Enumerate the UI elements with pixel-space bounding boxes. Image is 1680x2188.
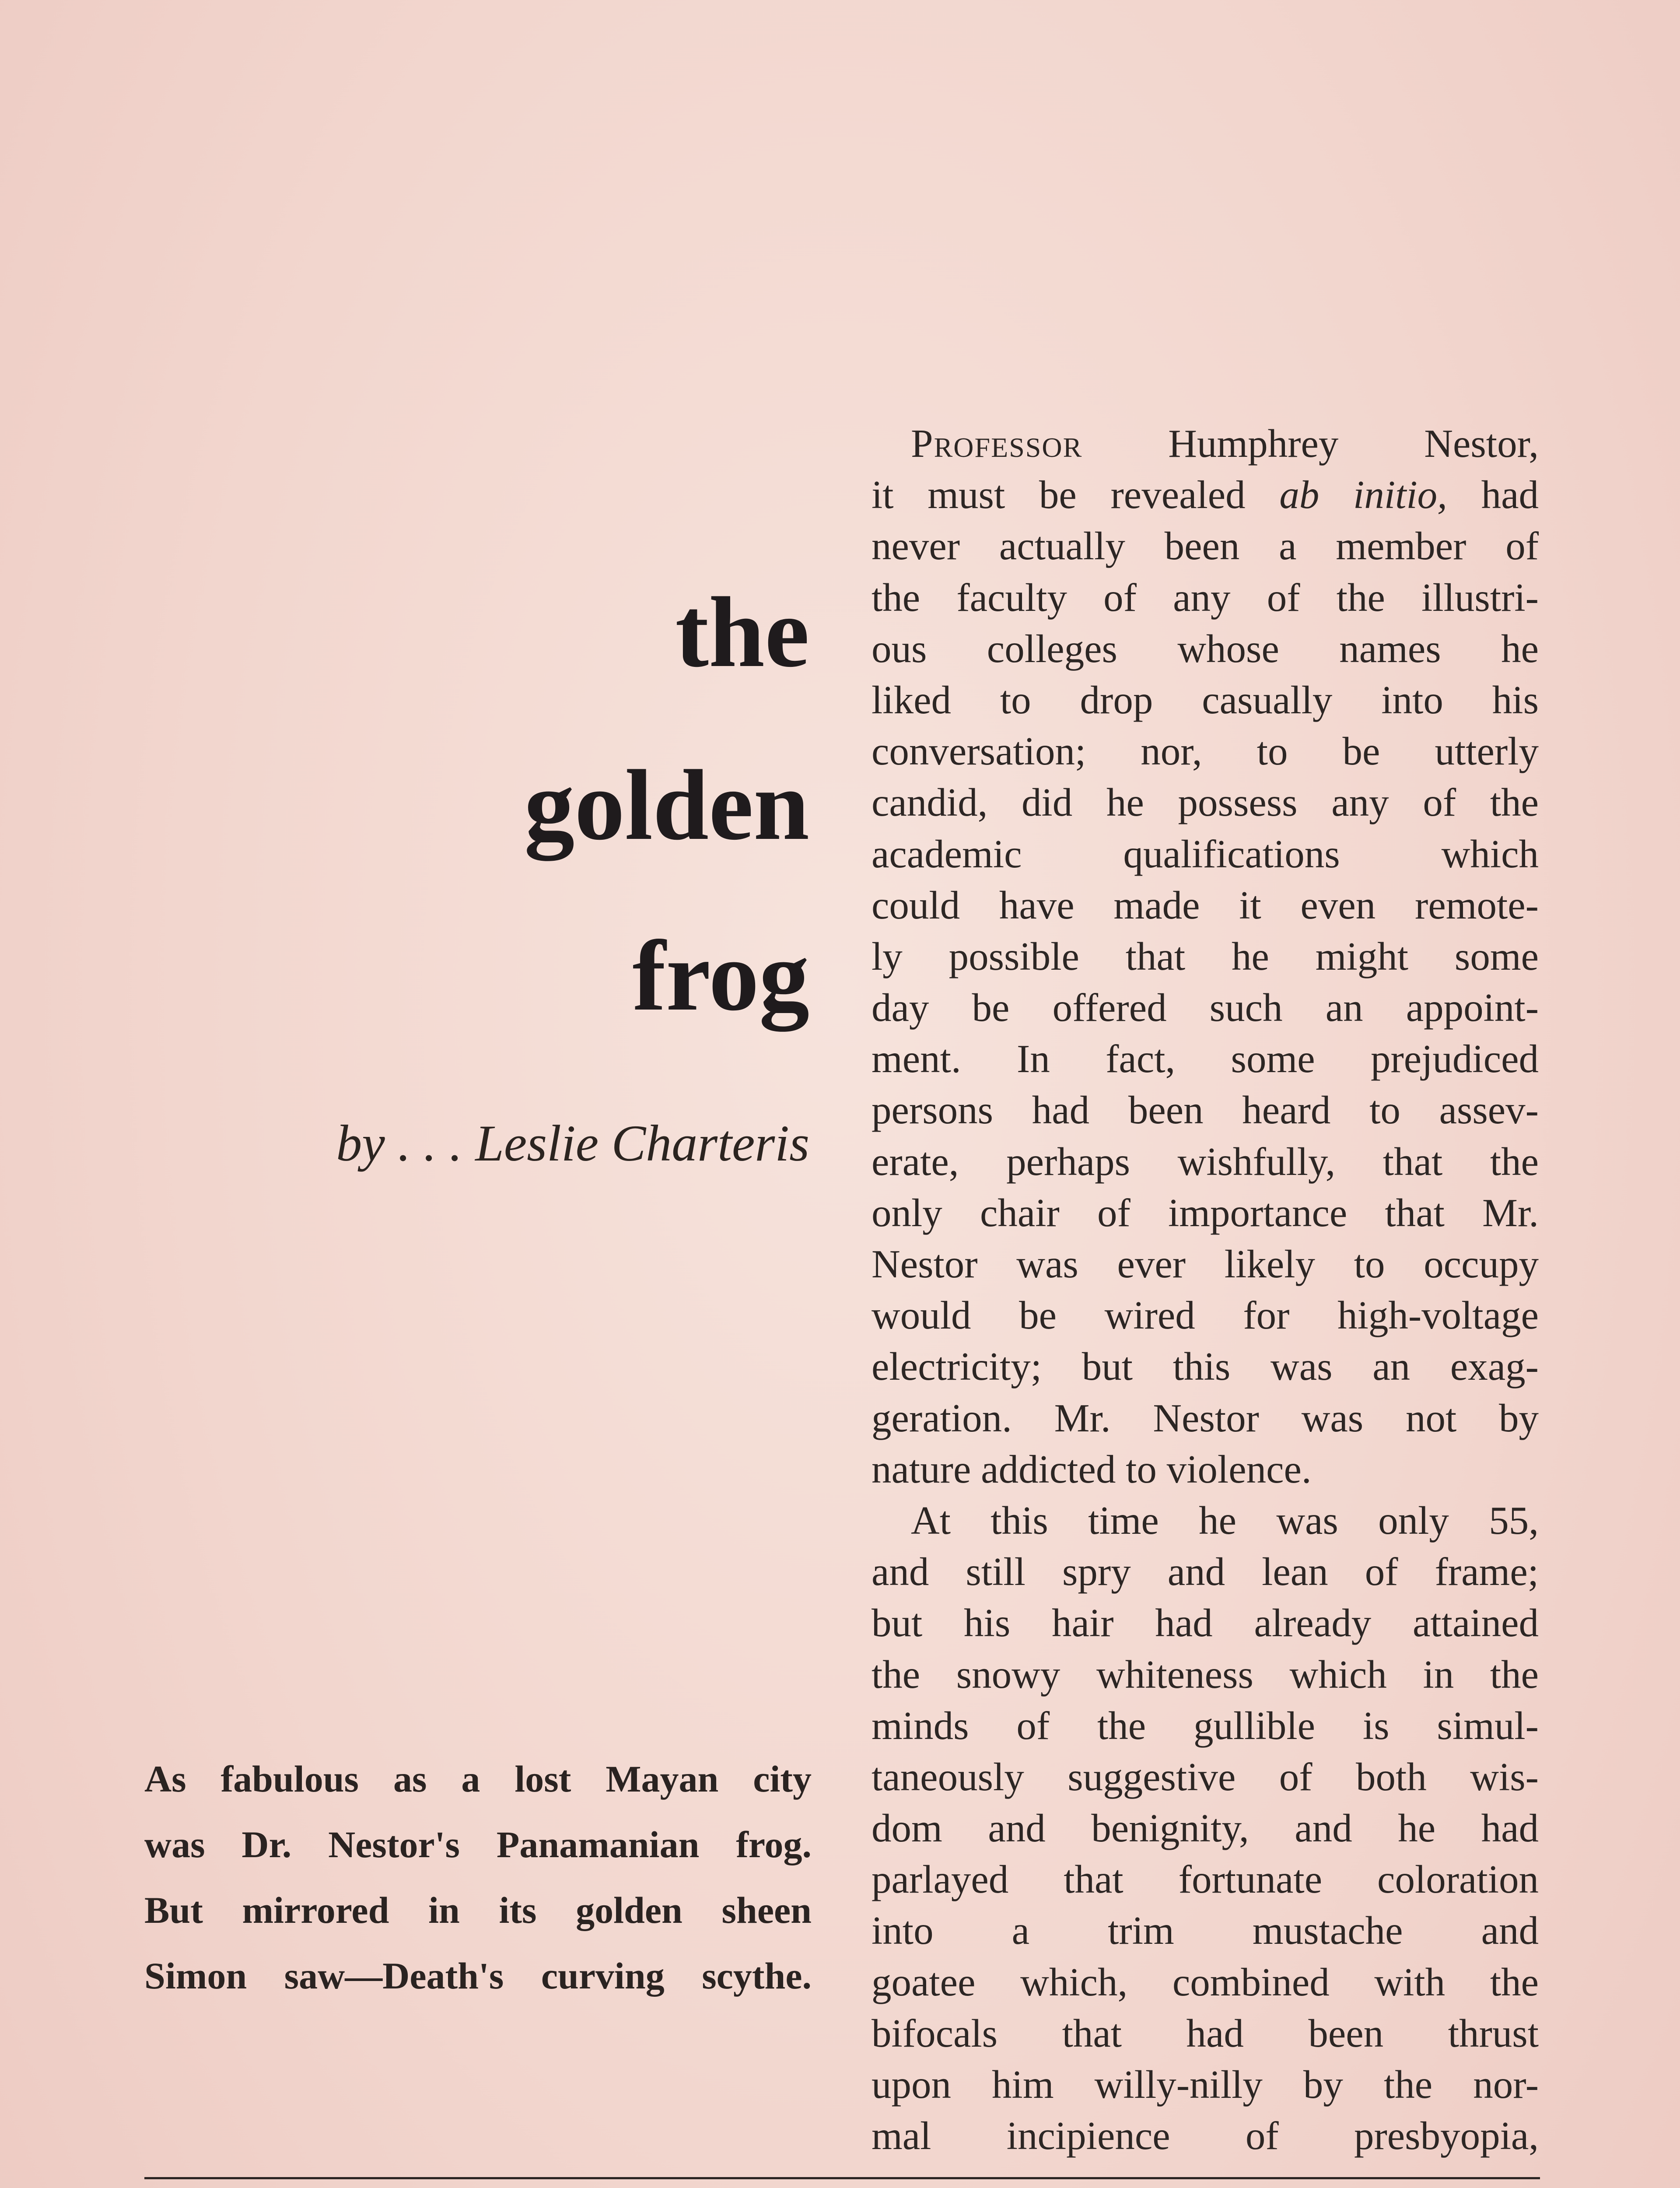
body-first-word: Professor (911, 421, 1083, 466)
body-line: day be offered such an appoint- (872, 985, 1539, 1030)
title-line-the: the (675, 576, 809, 688)
author-byline: by . . . Leslie Charteris (336, 1115, 809, 1172)
body-line: parlayed that fortunate coloration (872, 1857, 1539, 1902)
body-line: only chair of importance that Mr. (872, 1190, 1539, 1235)
blurb-line: Simon saw—Death's curving scythe. (144, 1955, 812, 1997)
body-line: taneously suggestive of both wis- (872, 1754, 1539, 1799)
body-line: Nestor was ever likely to occupy (872, 1242, 1539, 1286)
body-line: At this time he was only 55, (911, 1498, 1539, 1543)
body-line (872, 469, 1539, 520)
body-line: never actually been a member of (872, 524, 1539, 568)
story-body-column (872, 418, 1539, 2161)
body-line: ment. In fact, some prejudiced (872, 1037, 1539, 1081)
banner-top-rule (144, 2177, 1540, 2179)
body-line: upon him willy-nilly by the nor- (872, 2062, 1539, 2107)
body-line: minds of the gullible is simul- (872, 1703, 1539, 1748)
body-line: persons had been heard to assev- (872, 1088, 1539, 1133)
body-line: could have made it even remote- (872, 883, 1539, 927)
body-line: conversation; nor, to be utterly (872, 729, 1539, 774)
body-line: dom and benignity, and he had (872, 1806, 1539, 1851)
body-line: academic qualifications which (872, 831, 1539, 876)
body-line: would be wired for high-voltage (872, 1293, 1539, 1338)
body-line: nature addicted to violence. (872, 1447, 1312, 1491)
blurb-line: As fabulous as a lost Mayan city (144, 1758, 812, 1800)
blurb-line: was Dr. Nestor's Panamanian frog. (144, 1823, 812, 1865)
body-line: the snowy whiteness which in the (872, 1652, 1539, 1697)
body-line (872, 418, 1539, 469)
blurb-line: But mirrored in its golden sheen (144, 1889, 812, 1931)
body-italic-phrase: ab initio, (1279, 473, 1447, 517)
story-blurb (144, 1746, 812, 2009)
body-line: erate, perhaps wishfully, that the (872, 1139, 1539, 1184)
body-line: candid, did he possess any of the (872, 780, 1539, 825)
body-line: but his hair had already attained (872, 1601, 1539, 1645)
body-line: ous colleges whose names he (872, 626, 1539, 671)
body-line: goatee which, combined with the (872, 1960, 1539, 2004)
body-line: mal incipience of presbyopia, (872, 2114, 1539, 2158)
body-line: geration. Mr. Nestor was not by (872, 1396, 1539, 1440)
title-line-frog: frog (632, 920, 809, 1031)
body-line: liked to drop casually into his (872, 677, 1539, 722)
body-line: bifocals that had been thrust (872, 2011, 1539, 2055)
body-line-text: Humphrey Nestor, (1168, 421, 1539, 466)
body-line-text: it must be revealed (872, 473, 1246, 517)
body-line: and still spry and lean of frame; (872, 1550, 1539, 1594)
body-line: ly possible that he might some (872, 934, 1539, 978)
body-line-text: had (1481, 473, 1539, 517)
body-line: the faculty of any of the illustri- (872, 575, 1539, 620)
title-line-golden: golden (524, 749, 809, 861)
body-line: electricity; but this was an exag- (872, 1344, 1539, 1389)
body-line: into a trim mustache and (872, 1908, 1539, 1953)
